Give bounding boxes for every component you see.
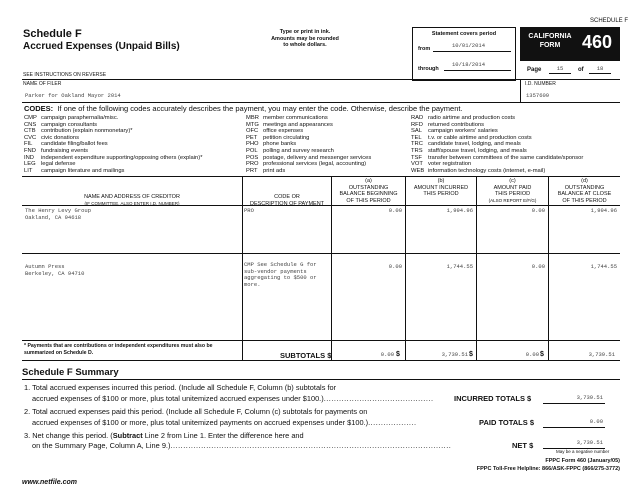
subtotal-dollar-b: $ (396, 351, 400, 358)
header-creditor: NAME AND ADDRESS OF CREDITOR (IF COMMITTEE, ALSO ENTER I.D. NUMBER) (84, 194, 180, 206)
code-abbrev: TRS (411, 148, 423, 154)
id-number-label: I.D. NUMBER (525, 81, 556, 87)
code-entry (24, 115, 118, 122)
code-description: information technology costs (internet, e-mail) (428, 167, 546, 174)
net-value[interactable]: 3,739.51 (576, 439, 603, 446)
helpline: FPPC Toll-Free Helpline: 866/ASK-FPPC (866/275-3772) (476, 466, 620, 472)
code-description: print ads (263, 167, 286, 174)
header-col-c: (c) AMOUNT PAID THIS PERIOD (ALSO REPORT E/F/G) (488, 178, 537, 203)
code-abbrev: TRC (411, 141, 423, 148)
incurred-totals-label: INCURRED TOTALS $ (454, 394, 532, 403)
code-abbrev: TEL (411, 134, 422, 141)
row1-col-b[interactable]: 1,994.96 (446, 207, 473, 214)
row2-col-c[interactable]: 0.00 (531, 263, 545, 270)
row2-col-b[interactable]: 1,744.55 (446, 263, 473, 270)
subtotal-col-c[interactable]: 0.00 (525, 351, 539, 358)
summary-title: Schedule F Summary (22, 367, 119, 378)
code-description: independent expenditure supporting/opposing others (explain)* (41, 154, 203, 161)
code-description: petition circulating (263, 134, 310, 141)
code-abbrev: LEG (24, 161, 36, 168)
schedule-subtitle: Accrued Expenses (Unpaid Bills) (23, 41, 180, 52)
subtotals-label: SUBTOTALS $ (280, 351, 332, 360)
filer-name-value[interactable]: Parker for Oakland Mayor 2014 (25, 92, 121, 99)
row1-col-c[interactable]: 0.00 (531, 207, 545, 214)
code-entry (411, 161, 471, 168)
row2-col-a[interactable]: 0.00 (388, 263, 402, 270)
code-description: radio airtime and production costs (428, 115, 515, 121)
statement-period-label: Statement covers period (431, 31, 497, 37)
from-date[interactable]: 10/01/2014 (452, 42, 486, 49)
code-abbrev: PHO (246, 141, 259, 148)
row2-creditor[interactable]: Autumn Press Berkeley, CA 94710 (25, 263, 85, 277)
page-label: Page (527, 67, 542, 73)
summary-line1a: 1. Total accrued expenses incurred this period. (Include all Schedule F, Column (b) subtotals for (24, 383, 337, 392)
code-entry (24, 148, 88, 155)
code-description: campaign literature and mailings (41, 167, 125, 174)
code-entry (246, 135, 309, 142)
row2-col-d[interactable]: 1,744.55 (590, 263, 617, 270)
code-entry (246, 148, 334, 155)
subtotal-dollar-d: $ (540, 351, 544, 358)
code-entry (24, 122, 97, 129)
row1-col-a[interactable]: 0.00 (388, 207, 402, 214)
code-entry (24, 161, 76, 168)
code-abbrev: PRO (246, 161, 259, 168)
summary-line3a: 3. Net change this period. (Subtract Line 2 from Line 1. Enter the difference here and (24, 431, 304, 440)
code-abbrev: CNS (24, 121, 37, 128)
negative-note: May be a negative number (556, 449, 610, 454)
summary-line1b: accrued expenses of $100 or more, plus total unitemized accrued expenses under $100.)........................................... (32, 394, 434, 403)
row1-creditor[interactable]: The Henry Levy Group Oakland, CA 94618 (25, 207, 92, 221)
summary-line3b: on the Summary Page, Column A, Line 9.).............................................................................................................. (32, 441, 452, 450)
code-abbrev: CMP (24, 115, 37, 121)
code-description: campaign consultants (41, 121, 98, 128)
row1-col-d[interactable]: 1,994.96 (590, 207, 617, 214)
schedule-title: Schedule F (23, 28, 82, 40)
code-abbrev: RFD (411, 121, 423, 128)
code-description: staff/spouse travel, lodging, and meals (428, 148, 527, 154)
instructions-note: SEE INSTRUCTIONS ON REVERSE (23, 72, 107, 78)
code-entry (246, 168, 285, 175)
paid-totals-label: PAID TOTALS $ (479, 418, 535, 427)
code-entry (411, 148, 527, 155)
through-date[interactable]: 10/18/2014 (452, 61, 486, 68)
page-of-label: of (578, 67, 584, 73)
code-abbrev: RAD (411, 115, 424, 121)
subtotal-col-d[interactable]: 3,739.51 (588, 351, 615, 358)
net-label: NET $ (512, 441, 534, 450)
code-description: voter registration (428, 161, 472, 168)
codes-header: CODES: If one of the following codes accurately describes the payment, you may enter the code. Otherwise, describe the payment. (24, 104, 463, 113)
row1-code[interactable]: PRO (244, 207, 254, 214)
code-entry (411, 128, 498, 135)
code-abbrev: CVC (24, 134, 37, 141)
code-abbrev: PRT (246, 167, 258, 174)
code-entry (24, 141, 108, 148)
through-label: through (418, 66, 439, 72)
code-description: fundraising events (41, 148, 89, 154)
id-number-value[interactable]: 1357609 (526, 92, 550, 99)
subtotal-col-b[interactable]: 3,739.51 (441, 351, 468, 358)
code-entry (246, 161, 366, 168)
from-label: from (418, 46, 431, 52)
code-description: polling and survey research (263, 148, 334, 154)
code-description: candidate travel, lodging, and meals (428, 141, 521, 148)
code-abbrev: SAL (411, 128, 422, 135)
incurred-totals-value[interactable]: 3,739.51 (576, 394, 603, 401)
code-abbrev: LIT (24, 167, 33, 174)
code-abbrev: MTG (246, 121, 259, 128)
summary-line2a: 2. Total accrued expenses paid this period. (Include all Schedule F, Column (c) subtotals for payments on (24, 407, 368, 416)
code-abbrev: VOT (411, 161, 423, 168)
code-abbrev: OFC (246, 128, 259, 135)
page-current[interactable]: 15 (556, 65, 564, 72)
code-description: professional services (legal, accounting) (263, 161, 367, 168)
code-entry (246, 115, 328, 122)
subtotal-dollar-c: $ (469, 351, 473, 358)
code-description: legal defense (41, 161, 76, 168)
code-description: campaign paraphernalia/misc. (41, 115, 119, 121)
code-description: returned contributions (428, 121, 485, 128)
code-abbrev: PET (246, 134, 258, 141)
code-abbrev: TSF (411, 154, 422, 161)
code-entry (411, 135, 532, 142)
code-description: office expenses (263, 128, 304, 135)
code-description: civic donations (41, 134, 80, 141)
header-col-d: (d) OUTSTANDING BALANCE AT CLOSE OF THIS PERIOD (557, 178, 612, 204)
code-entry (246, 122, 333, 129)
code-entry (24, 128, 133, 135)
code-entry (411, 155, 583, 162)
row2-code[interactable]: CMP See Schedule G for sub-vendor payments aggregating to $500 or more. (244, 261, 317, 288)
code-description: postage, delivery and messenger services (263, 154, 372, 161)
code-description: contribution (explain nonmonetary)* (41, 128, 133, 135)
code-description: t.v. or cable airtime and production costs (428, 134, 532, 141)
code-entry (246, 128, 303, 135)
header-col-a: (a) OUTSTANDING BALANCE BEGINNING OF THIS PERIOD (339, 178, 398, 204)
code-entry (246, 155, 371, 162)
code-abbrev: WEB (411, 167, 425, 174)
code-description: candidate filing/ballot fees (41, 141, 108, 148)
code-abbrev: MBR (246, 115, 259, 121)
code-entry (411, 141, 521, 148)
page-total[interactable]: 18 (596, 65, 604, 72)
subtotal-col-a[interactable]: 0.00 (380, 351, 394, 358)
schedule-label: SCHEDULE F (590, 18, 629, 24)
code-description: meetings and appearances (263, 121, 333, 128)
paid-totals-value[interactable]: 0.00 (589, 418, 603, 425)
footnote: * Payments that are contributions or independent expenditures must also be summarized on Schedule D. (24, 343, 213, 356)
code-entry (411, 115, 515, 122)
filer-name-label: NAME OF FILER (23, 81, 62, 87)
code-abbrev: POS (246, 154, 259, 161)
code-abbrev: CTB (24, 128, 36, 135)
header-col-b: (b) AMOUNT INCURRED THIS PERIOD (413, 178, 469, 198)
code-description: phone banks (263, 141, 297, 148)
code-entry (246, 141, 296, 148)
code-entry (24, 168, 124, 175)
header-code: CODE OR DESCRIPTION OF PAYMENT (249, 194, 325, 207)
code-abbrev: IND (24, 154, 34, 161)
code-description: transfer between committees of the same candidate/sponsor (428, 154, 584, 161)
type-print-note: Type or print in ink. Amounts may be rounded to whole dollars. (271, 29, 339, 49)
code-abbrev: FIL (24, 141, 33, 148)
code-entry (24, 155, 202, 162)
code-entry (411, 168, 545, 175)
form-id: FPPC Form 460 (January/05) (545, 458, 620, 464)
code-entry (411, 122, 484, 129)
summary-line2b: accrued expenses of $100 or more, plus total unitemized payments on accrued expenses under $100.)................... (32, 418, 417, 427)
code-description: member communications (263, 115, 328, 121)
website[interactable]: www.netfile.com (22, 479, 77, 486)
form-state-label: CALIFORNIA FORM (528, 33, 572, 49)
code-abbrev: FND (24, 148, 36, 154)
form-number: 460 (582, 32, 613, 52)
code-abbrev: POL (246, 148, 258, 154)
code-entry (24, 135, 79, 142)
code-description: campaign workers' salaries (428, 128, 498, 135)
